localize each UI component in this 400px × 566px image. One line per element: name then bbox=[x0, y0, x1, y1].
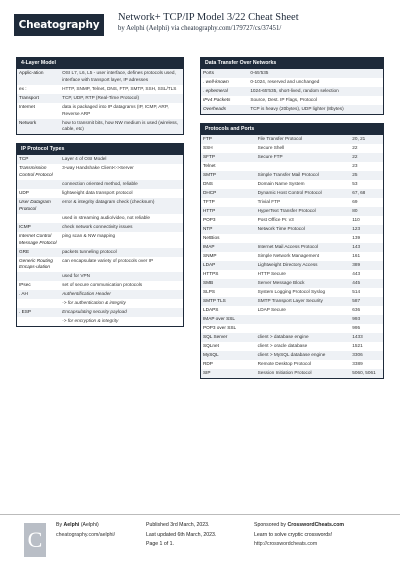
footer-dates bbox=[146, 521, 216, 550]
row-port: 23 bbox=[352, 162, 358, 168]
row-key: IPv4 Packets bbox=[203, 97, 231, 103]
table-row bbox=[201, 144, 383, 153]
footer-author-handle: (Aelphi) bbox=[80, 522, 99, 528]
layer-model-table bbox=[17, 69, 183, 134]
row-value: lightweight data transport protocol bbox=[62, 190, 133, 196]
table-row bbox=[17, 119, 183, 135]
row-port: 1433 bbox=[350, 333, 383, 342]
row-port: 5060, 5061 bbox=[350, 369, 383, 378]
table-row bbox=[17, 180, 183, 189]
table-row bbox=[201, 333, 383, 342]
row-key: . ephemeral bbox=[201, 87, 248, 96]
row-port: 80 bbox=[350, 207, 383, 216]
row-port: 123 bbox=[350, 225, 383, 234]
table-row bbox=[17, 290, 183, 299]
table-row bbox=[17, 299, 183, 308]
table-row bbox=[201, 351, 383, 360]
row-port: 1521 bbox=[352, 342, 363, 348]
row-key: NetBios bbox=[203, 234, 220, 240]
row-port: 514 bbox=[352, 288, 361, 294]
row-port: 3389 bbox=[352, 360, 363, 366]
row-key bbox=[17, 180, 60, 189]
row-value: client > oracle database bbox=[257, 342, 308, 348]
table-row bbox=[201, 189, 383, 198]
table-row bbox=[201, 288, 383, 297]
row-port: 22 bbox=[352, 145, 358, 150]
box-title: IP Protocol Types bbox=[17, 144, 183, 155]
row-value: Server Message Block bbox=[256, 279, 351, 288]
row-key: SQLnet bbox=[203, 342, 219, 348]
row-value: Lightweight Directory Access bbox=[256, 261, 351, 270]
row-value: Simple Transfer Mail Protocol bbox=[256, 171, 351, 180]
subtitle-by: by bbox=[118, 25, 125, 32]
left-column bbox=[16, 57, 184, 335]
table-row bbox=[17, 223, 183, 232]
row-value bbox=[256, 324, 351, 333]
table-row bbox=[17, 94, 183, 103]
published-date: Published 3rd March, 2023. bbox=[146, 522, 210, 528]
row-key: Ports bbox=[201, 69, 248, 78]
author-link[interactable]: Aelphi (Aelphi) bbox=[126, 25, 170, 32]
table-row bbox=[201, 270, 383, 279]
table-row bbox=[17, 248, 183, 257]
table-row bbox=[17, 308, 183, 317]
row-key bbox=[17, 299, 60, 308]
row-value: HTTP Secure bbox=[257, 270, 286, 276]
row-value: Encapsulating security payload bbox=[60, 308, 183, 317]
row-value: how to transmit bits, how NW medium is used (wireless, cable, etc) bbox=[60, 119, 183, 135]
table-row bbox=[201, 198, 383, 207]
row-key: IMAP bbox=[201, 243, 256, 252]
data-transfer-table bbox=[201, 69, 383, 114]
table-row bbox=[17, 214, 183, 223]
row-key: Internet bbox=[19, 103, 35, 109]
table-row bbox=[201, 360, 383, 369]
row-value: TCP is heavy (20bytes), UDP lighter (8bytes) bbox=[248, 105, 383, 114]
row-port: 3306 bbox=[350, 351, 383, 360]
table-row bbox=[201, 342, 383, 351]
row-key: POP3 bbox=[203, 216, 216, 222]
row-value: Secure Shell bbox=[257, 145, 285, 150]
row-value: Simple Network Management bbox=[257, 252, 320, 258]
row-value: 3-way Handshake Client<->Server bbox=[62, 165, 134, 171]
row-value: Source, Dest. IP Flags, Protocol bbox=[250, 97, 317, 103]
row-value: Dynamic Host Control Protocol bbox=[256, 189, 351, 198]
row-value: 0-1024, reserved and unchanged bbox=[250, 79, 320, 85]
row-key: DNS bbox=[203, 180, 213, 186]
row-key: . ESP bbox=[17, 308, 60, 317]
row-key: SMTP TLS bbox=[201, 297, 256, 306]
box-title: 4-Layer Model bbox=[17, 58, 183, 69]
row-value: 1024-65'535, short-lived, random selection bbox=[248, 87, 383, 96]
table-row bbox=[201, 252, 383, 261]
row-key: TCP bbox=[17, 155, 60, 164]
row-value: Authentification Header bbox=[60, 290, 183, 299]
footer bbox=[0, 514, 400, 566]
table-row bbox=[201, 78, 383, 87]
row-value: Internet Mail Access Protocol bbox=[256, 243, 351, 252]
row-key: Transport bbox=[17, 94, 60, 103]
footer-author-link[interactable]: cheatography.com/aelphi/ bbox=[56, 531, 116, 538]
table-row bbox=[17, 257, 183, 273]
table-row bbox=[201, 180, 383, 189]
row-key: SNMP bbox=[203, 252, 217, 258]
table-row bbox=[17, 198, 183, 214]
row-value: can encapsulate variety of protocols over IP bbox=[62, 257, 154, 263]
table-row bbox=[201, 207, 383, 216]
row-key: Network bbox=[17, 119, 60, 135]
row-value: -> for encryption & integrity bbox=[62, 318, 119, 324]
table-row bbox=[17, 164, 183, 180]
row-value: client > MySQL database engine bbox=[256, 351, 351, 360]
row-key: Internet Control Message Protocol bbox=[19, 232, 57, 245]
sponsor-link[interactable]: http://crosswordcheats.com bbox=[254, 541, 318, 548]
row-key: Transmission Control Protocol bbox=[19, 165, 53, 178]
row-key: NTP bbox=[201, 225, 256, 234]
row-key: SQL Server bbox=[201, 333, 256, 342]
row-key: TFTP bbox=[203, 198, 215, 204]
row-value bbox=[256, 234, 351, 243]
sheet-url-link[interactable]: cheatography.com/179727/cs/37451/ bbox=[181, 25, 282, 32]
row-key: SLPS bbox=[203, 288, 215, 294]
table-row bbox=[201, 87, 383, 96]
row-port: 389 bbox=[350, 261, 383, 270]
row-value: System Logging Protocol Syslog bbox=[257, 288, 326, 294]
table-row bbox=[17, 272, 183, 281]
table-row bbox=[17, 232, 183, 248]
row-value: -> for authentication & integrity bbox=[62, 300, 126, 306]
row-port: 69 bbox=[352, 198, 358, 204]
row-key: UDP bbox=[19, 190, 29, 196]
row-value: Post Office Pr. v3 bbox=[257, 216, 294, 222]
row-key: LDAPS bbox=[203, 306, 219, 312]
box-protocols-ports bbox=[200, 123, 384, 379]
row-key: SMTP bbox=[201, 171, 256, 180]
table-row bbox=[17, 69, 183, 85]
sponsor-tagline: Learn to solve cryptic crosswords! bbox=[254, 531, 333, 538]
row-key: Telnet bbox=[203, 162, 216, 168]
row-value: SMTP Transport Layer Security bbox=[256, 297, 351, 306]
table-row bbox=[201, 216, 383, 225]
row-port: 20, 21 bbox=[350, 135, 383, 144]
protocols-ports-table bbox=[201, 135, 383, 378]
footer-author bbox=[56, 521, 115, 540]
row-value: used in streaming audio/video, not reliable bbox=[62, 214, 150, 220]
row-port: 53 bbox=[352, 180, 358, 186]
row-key bbox=[17, 317, 60, 326]
footer-author-name[interactable]: Aelphi bbox=[63, 522, 80, 528]
row-port: 139 bbox=[352, 234, 361, 240]
table-row bbox=[17, 281, 183, 290]
sponsor-prefix: Sponsored by bbox=[254, 522, 287, 528]
row-key: HTTPS bbox=[203, 270, 219, 276]
row-key: . AH bbox=[17, 290, 60, 299]
row-value: packets tunneling protocol bbox=[60, 248, 183, 257]
box-ip-protocol-types bbox=[16, 143, 184, 327]
row-port: 143 bbox=[350, 243, 383, 252]
table-row bbox=[201, 105, 383, 114]
row-value: OSI L7, L6, L5 - user interface, defines protocols used, interface with transport layer, IP adresses bbox=[60, 69, 183, 85]
avatar-letter: C bbox=[27, 527, 43, 552]
row-key: SMB bbox=[201, 279, 256, 288]
row-value: File Transfer Protocol bbox=[256, 135, 351, 144]
row-value: used for VPN bbox=[60, 272, 183, 281]
row-key: LDAP bbox=[201, 261, 256, 270]
row-key: IPsec bbox=[19, 282, 31, 288]
table-row bbox=[201, 324, 383, 333]
row-port: 636 bbox=[352, 306, 361, 312]
right-column bbox=[200, 57, 384, 387]
row-port: 993 bbox=[350, 315, 383, 324]
row-key: FTP bbox=[201, 135, 256, 144]
row-key: Overheads bbox=[201, 105, 248, 114]
page-title: Network+ TCP/IP Model 3/22 Cheat Sheet bbox=[118, 12, 299, 23]
cheatography-logo[interactable]: Cheatography bbox=[14, 14, 104, 36]
row-key: ex : bbox=[19, 85, 27, 91]
row-key: POP3 over SSL bbox=[203, 324, 237, 330]
table-row bbox=[17, 189, 183, 198]
row-port: 443 bbox=[352, 270, 361, 276]
row-value: LDAP Secure bbox=[257, 306, 286, 312]
table-row bbox=[201, 162, 383, 171]
row-key: User Datagram Protocol bbox=[17, 198, 60, 214]
table-row bbox=[201, 153, 383, 162]
table-row bbox=[17, 155, 183, 164]
table-row bbox=[201, 243, 383, 252]
row-value: check network connectivity issues bbox=[60, 223, 183, 232]
box-title: Protocols and Ports bbox=[201, 124, 383, 135]
row-value: Secure FTP bbox=[256, 153, 351, 162]
box-4-layer-model bbox=[16, 57, 184, 135]
table-row bbox=[201, 315, 383, 324]
table-row bbox=[201, 261, 383, 270]
row-value: 0-65'535 bbox=[248, 69, 383, 78]
row-key: ICMP bbox=[17, 223, 60, 232]
row-value: TCP, UDP, RTP (Real-Time Protocol) bbox=[60, 94, 183, 103]
table-row bbox=[201, 306, 383, 315]
box-title: Data Transfer Over Networks bbox=[201, 58, 383, 69]
row-value: HyperText Transfer Protocol bbox=[256, 207, 351, 216]
row-port: 995 bbox=[352, 324, 361, 330]
page-count: Page 1 of 1. bbox=[146, 541, 174, 548]
row-key: MySQL bbox=[201, 351, 256, 360]
row-port: 445 bbox=[350, 279, 383, 288]
table-row bbox=[201, 135, 383, 144]
table-row bbox=[201, 369, 383, 378]
updated-date: Last updated 6th March, 2023. bbox=[146, 531, 217, 538]
row-value: Network Time Protocol bbox=[256, 225, 351, 234]
row-value: Domain Name System bbox=[257, 180, 305, 186]
row-value: Trivial FTP bbox=[257, 198, 281, 204]
row-value: data is packaged into IP datagrams (IP, ICMP, ARP, Reverse ARP bbox=[62, 103, 169, 116]
table-row bbox=[17, 103, 183, 119]
subtitle-via: via bbox=[171, 25, 180, 32]
row-key: IMAP over SSL bbox=[201, 315, 256, 324]
row-key: SIP bbox=[201, 369, 256, 378]
row-key: Applic-ation bbox=[17, 69, 60, 85]
row-key: DHCP bbox=[201, 189, 256, 198]
row-value: error & integrity datagram check (checksum) bbox=[60, 198, 183, 214]
row-port: 110 bbox=[352, 216, 360, 222]
row-port: 22 bbox=[350, 153, 383, 162]
footer-by: By bbox=[56, 522, 63, 528]
ip-protocol-table bbox=[17, 155, 183, 326]
row-key: GRE bbox=[17, 248, 60, 257]
table-row bbox=[201, 69, 383, 78]
row-value: ping scan & NW mapping bbox=[62, 232, 116, 238]
row-key bbox=[17, 272, 60, 281]
row-key: . well-known bbox=[203, 79, 229, 85]
row-port: 67, 68 bbox=[350, 189, 383, 198]
row-port: 25 bbox=[350, 171, 383, 180]
row-port: 587 bbox=[350, 297, 383, 306]
row-value: HTTP, SNMP, Telnet, DNS, FTP, SMTP, SSH, SSL/TLS bbox=[62, 85, 177, 91]
row-key: RDP bbox=[203, 360, 213, 366]
row-value: client > database engine bbox=[256, 333, 351, 342]
table-row bbox=[17, 317, 183, 326]
row-key: HTTP bbox=[201, 207, 256, 216]
table-row bbox=[201, 279, 383, 288]
row-key: SSH bbox=[203, 145, 213, 150]
row-value bbox=[256, 315, 351, 324]
table-row bbox=[201, 225, 383, 234]
row-port: 161 bbox=[352, 252, 361, 258]
table-row bbox=[201, 234, 383, 243]
row-value: Layer 4 of OSI Model bbox=[60, 155, 183, 164]
row-value: Remote Desktop Protocol bbox=[257, 360, 312, 366]
row-value: set of secure communication protocols bbox=[62, 282, 143, 288]
header bbox=[0, 0, 400, 58]
box-data-transfer bbox=[200, 57, 384, 115]
row-key: SFTP bbox=[201, 153, 256, 162]
footer-sponsor bbox=[254, 521, 344, 550]
table-row bbox=[201, 297, 383, 306]
row-value: connection oriented method, reliable bbox=[60, 180, 183, 189]
table-row bbox=[201, 96, 383, 105]
sponsor-name[interactable]: CrosswordCheats.com bbox=[287, 522, 344, 528]
row-value: Session Initiation Protocol bbox=[256, 369, 351, 378]
table-row bbox=[17, 85, 183, 94]
table-row bbox=[201, 171, 383, 180]
row-value bbox=[256, 162, 351, 171]
row-key bbox=[17, 214, 60, 223]
row-key: Generic Routing Encaps-ulation bbox=[19, 257, 53, 270]
page-subtitle bbox=[118, 25, 281, 32]
